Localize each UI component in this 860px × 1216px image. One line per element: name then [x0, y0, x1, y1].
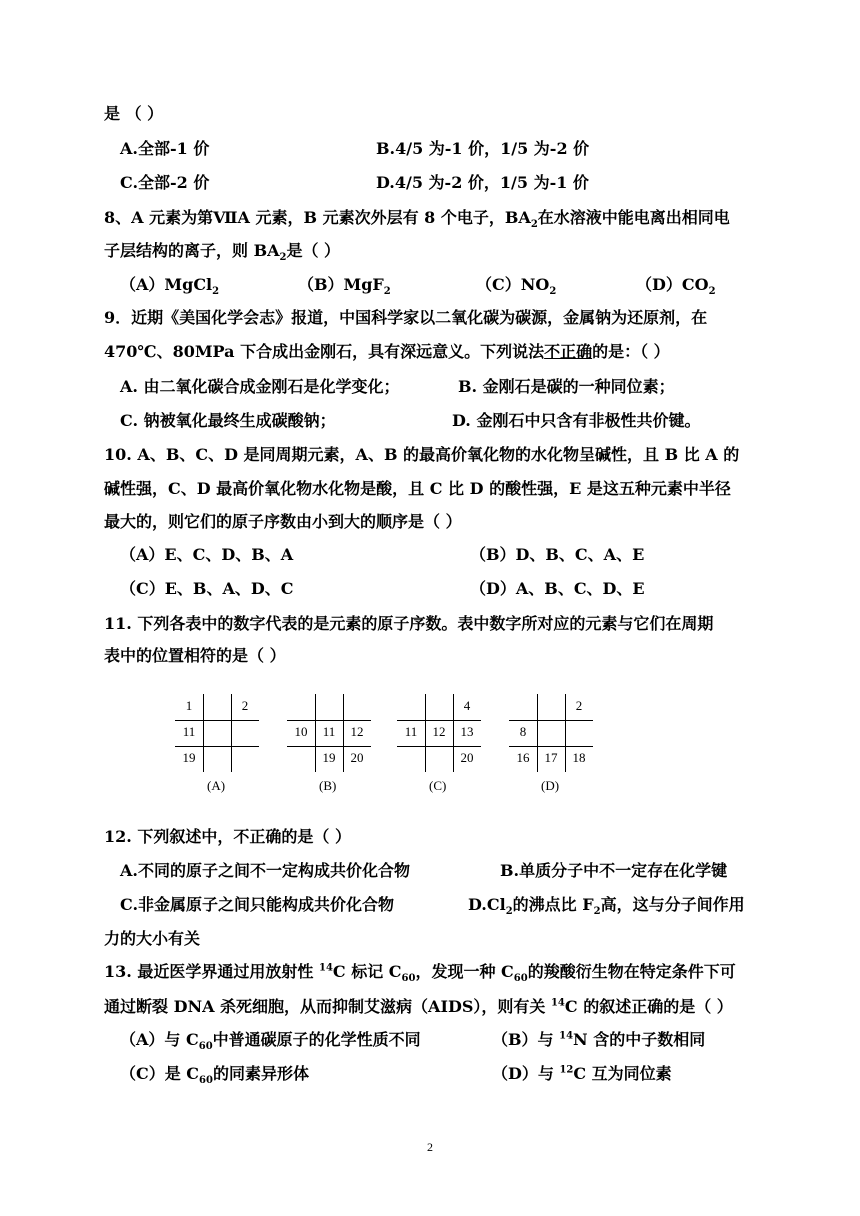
element-number-cell — [231, 746, 259, 770]
element-number-cell: 11 — [322, 724, 336, 739]
q12-stem: 12. 下列叙述中，不正确的是（ ） — [104, 827, 351, 846]
q13-option-c: （C）是 $C_{60}$的同素异形体 — [120, 1064, 309, 1087]
q7-option-c: C.全部-2 价 — [120, 173, 210, 192]
q10-stem-line1: 10. A、B、C、D 是同周期元素，A、B 的最高价氧化物的水化物呈碱性，且 B 比 A 的 — [104, 445, 740, 464]
table-option-b — [287, 694, 371, 772]
element-number-cell: 20 — [350, 750, 364, 765]
q8-option-a: （A）MgCl$_2$ — [120, 275, 220, 298]
element-number-cell — [231, 720, 259, 744]
q12-option-c: C.非金属原子之间只能构成共价化合物 — [120, 895, 395, 914]
q8-option-c: $(C)NO_2$ — [476, 275, 557, 298]
element-number-cell — [397, 694, 425, 718]
q13-option-a: （A）与 $C_{60}$中普通碳原子的化学性质不同 — [120, 1030, 421, 1053]
q10-option-b: （B）D、B、C、A、E — [470, 545, 645, 564]
element-number-cell — [509, 694, 537, 718]
table-label: (A) — [207, 778, 226, 793]
element-number-cell — [287, 746, 315, 770]
element-number-cell — [203, 720, 231, 744]
q13-stem-line1: 13. 最近医学界通过用放射性 $^{14}$C 标记 $C_{60}$，发现一种 $C_{60}$的羧酸衍生物在特定条件下可 — [104, 962, 736, 985]
q10-option-d: （D）A、B、C、D、E — [470, 579, 645, 598]
q7-option-a: A.全部-1 价 — [120, 139, 210, 158]
q13-option-b: （B）与 $^{14}$N 含的中子数相同 — [492, 1030, 706, 1049]
element-number-cell: 18 — [572, 750, 586, 765]
element-number-cell: 12 — [432, 724, 446, 739]
element-number-cell — [343, 694, 371, 718]
q11-stem-line2: 表中的位置相符的是（ ） — [104, 646, 286, 665]
element-number-cell: 11 — [404, 724, 418, 739]
q12-option-d: $D.Cl_2$的沸点比 $F_2$高，这与分子间作用 — [468, 895, 745, 918]
element-number-cell: 11 — [182, 724, 196, 739]
q9-option-c: C. 钠被氧化最终生成碳酸钠； — [120, 411, 336, 430]
element-number-cell: 19 — [182, 750, 196, 765]
element-number-cell — [565, 720, 593, 744]
q7-stem-end: 是 （ ） — [104, 104, 164, 123]
q9-stem-line1: 9．近期《美国化学会志》报道，中国科学家以二氧化碳为碳源，金属钠为还原剂，在 — [104, 308, 708, 327]
element-number-cell: 16 — [516, 750, 530, 765]
table-option-d — [509, 694, 593, 772]
element-number-cell — [315, 694, 343, 718]
element-number-cell: 8 — [519, 724, 527, 739]
element-number-cell — [537, 694, 565, 718]
q8-stem-line2: 子层结构的离子，则 $BA_2$是（ ） — [104, 241, 341, 264]
element-number-cell — [287, 694, 315, 718]
page-number: 2 — [427, 1140, 433, 1154]
element-number-cell: 1 — [185, 698, 193, 713]
table-label: (C) — [429, 778, 447, 793]
q13-option-d: （D）与 $^{12}$C 互为同位素 — [492, 1064, 672, 1083]
table-option-a — [175, 694, 259, 772]
element-number-cell: 19 — [322, 750, 336, 765]
element-number-cell — [425, 694, 453, 718]
q7-option-d: D.4/5 为-2 价，1/5 为-1 价 — [376, 173, 589, 192]
element-number-cell — [203, 694, 231, 718]
q10-option-c: （C）E、B、A、D、C — [120, 579, 294, 598]
element-number-cell: 10 — [294, 724, 308, 739]
q9-option-b: B. 金刚石是碳的一种同位素； — [458, 377, 675, 396]
element-number-cell: 17 — [544, 750, 558, 765]
element-number-cell — [537, 720, 565, 744]
q12-option-b: B.单质分子中不一定存在化学键 — [500, 861, 728, 880]
element-number-cell: 12 — [350, 724, 364, 739]
element-number-cell: 20 — [460, 750, 474, 765]
element-number-cell — [203, 746, 231, 770]
q12-option-a: A.不同的原子之间不一定构成共价化合物 — [120, 861, 410, 880]
element-number-cell: 2 — [241, 698, 249, 713]
q9-option-a: A. 由二氧化碳合成金刚石是化学变化； — [120, 377, 400, 396]
q11-stem-line1: 11. 下列各表中的数字代表的是元素的原子序数。表中数字所对应的元素与它们在周期 — [104, 614, 714, 633]
q8-option-b: （B）MgF$_2$ — [298, 275, 391, 298]
element-number-cell: 2 — [575, 698, 583, 713]
q12-option-d-cont: 力的大小有关 — [104, 929, 201, 948]
q10-stem-line3: 最大的，则它们的原子序数由小到大的顺序是（ ） — [104, 512, 462, 531]
q8-stem-line1: 8、A 元素为第ⅦA 元素，B 元素次外层有 8 个电子，$BA_2$在水溶液中能电离出相同电 — [104, 208, 730, 231]
q9-stem-line2: 470℃、80MPa 下合成出金刚石，具有深远意义。下列说法不正确的是：（ ） — [104, 342, 670, 361]
element-number-cell — [397, 746, 425, 770]
q10-option-a: （A）E、C、D、B、A — [120, 545, 294, 564]
q7-option-b: B.4/5 为-1 价，1/5 为-2 价 — [376, 139, 590, 158]
element-number-cell: 13 — [460, 724, 474, 739]
element-number-cell — [425, 746, 453, 770]
q13-stem-line2: 通过断裂 DNA 杀死细胞，从而抑制艾滋病（AIDS），则有关 $^{14}$C 的叙述正确的是（ ） — [104, 997, 733, 1016]
table-label: (D) — [541, 778, 560, 793]
q10-stem-line2: 碱性强，C、D 最高价氧化物水化物是酸，且 C 比 D 的酸性强，E 是这五种元素中半径 — [104, 479, 731, 498]
q9-option-d: D. 金刚石中只含有非极性共价键。 — [452, 411, 701, 430]
table-option-c — [397, 694, 481, 772]
q8-option-d: $(D)CO_2$ — [636, 275, 716, 298]
table-label: (B) — [319, 778, 337, 793]
element-number-cell: 4 — [463, 698, 471, 713]
